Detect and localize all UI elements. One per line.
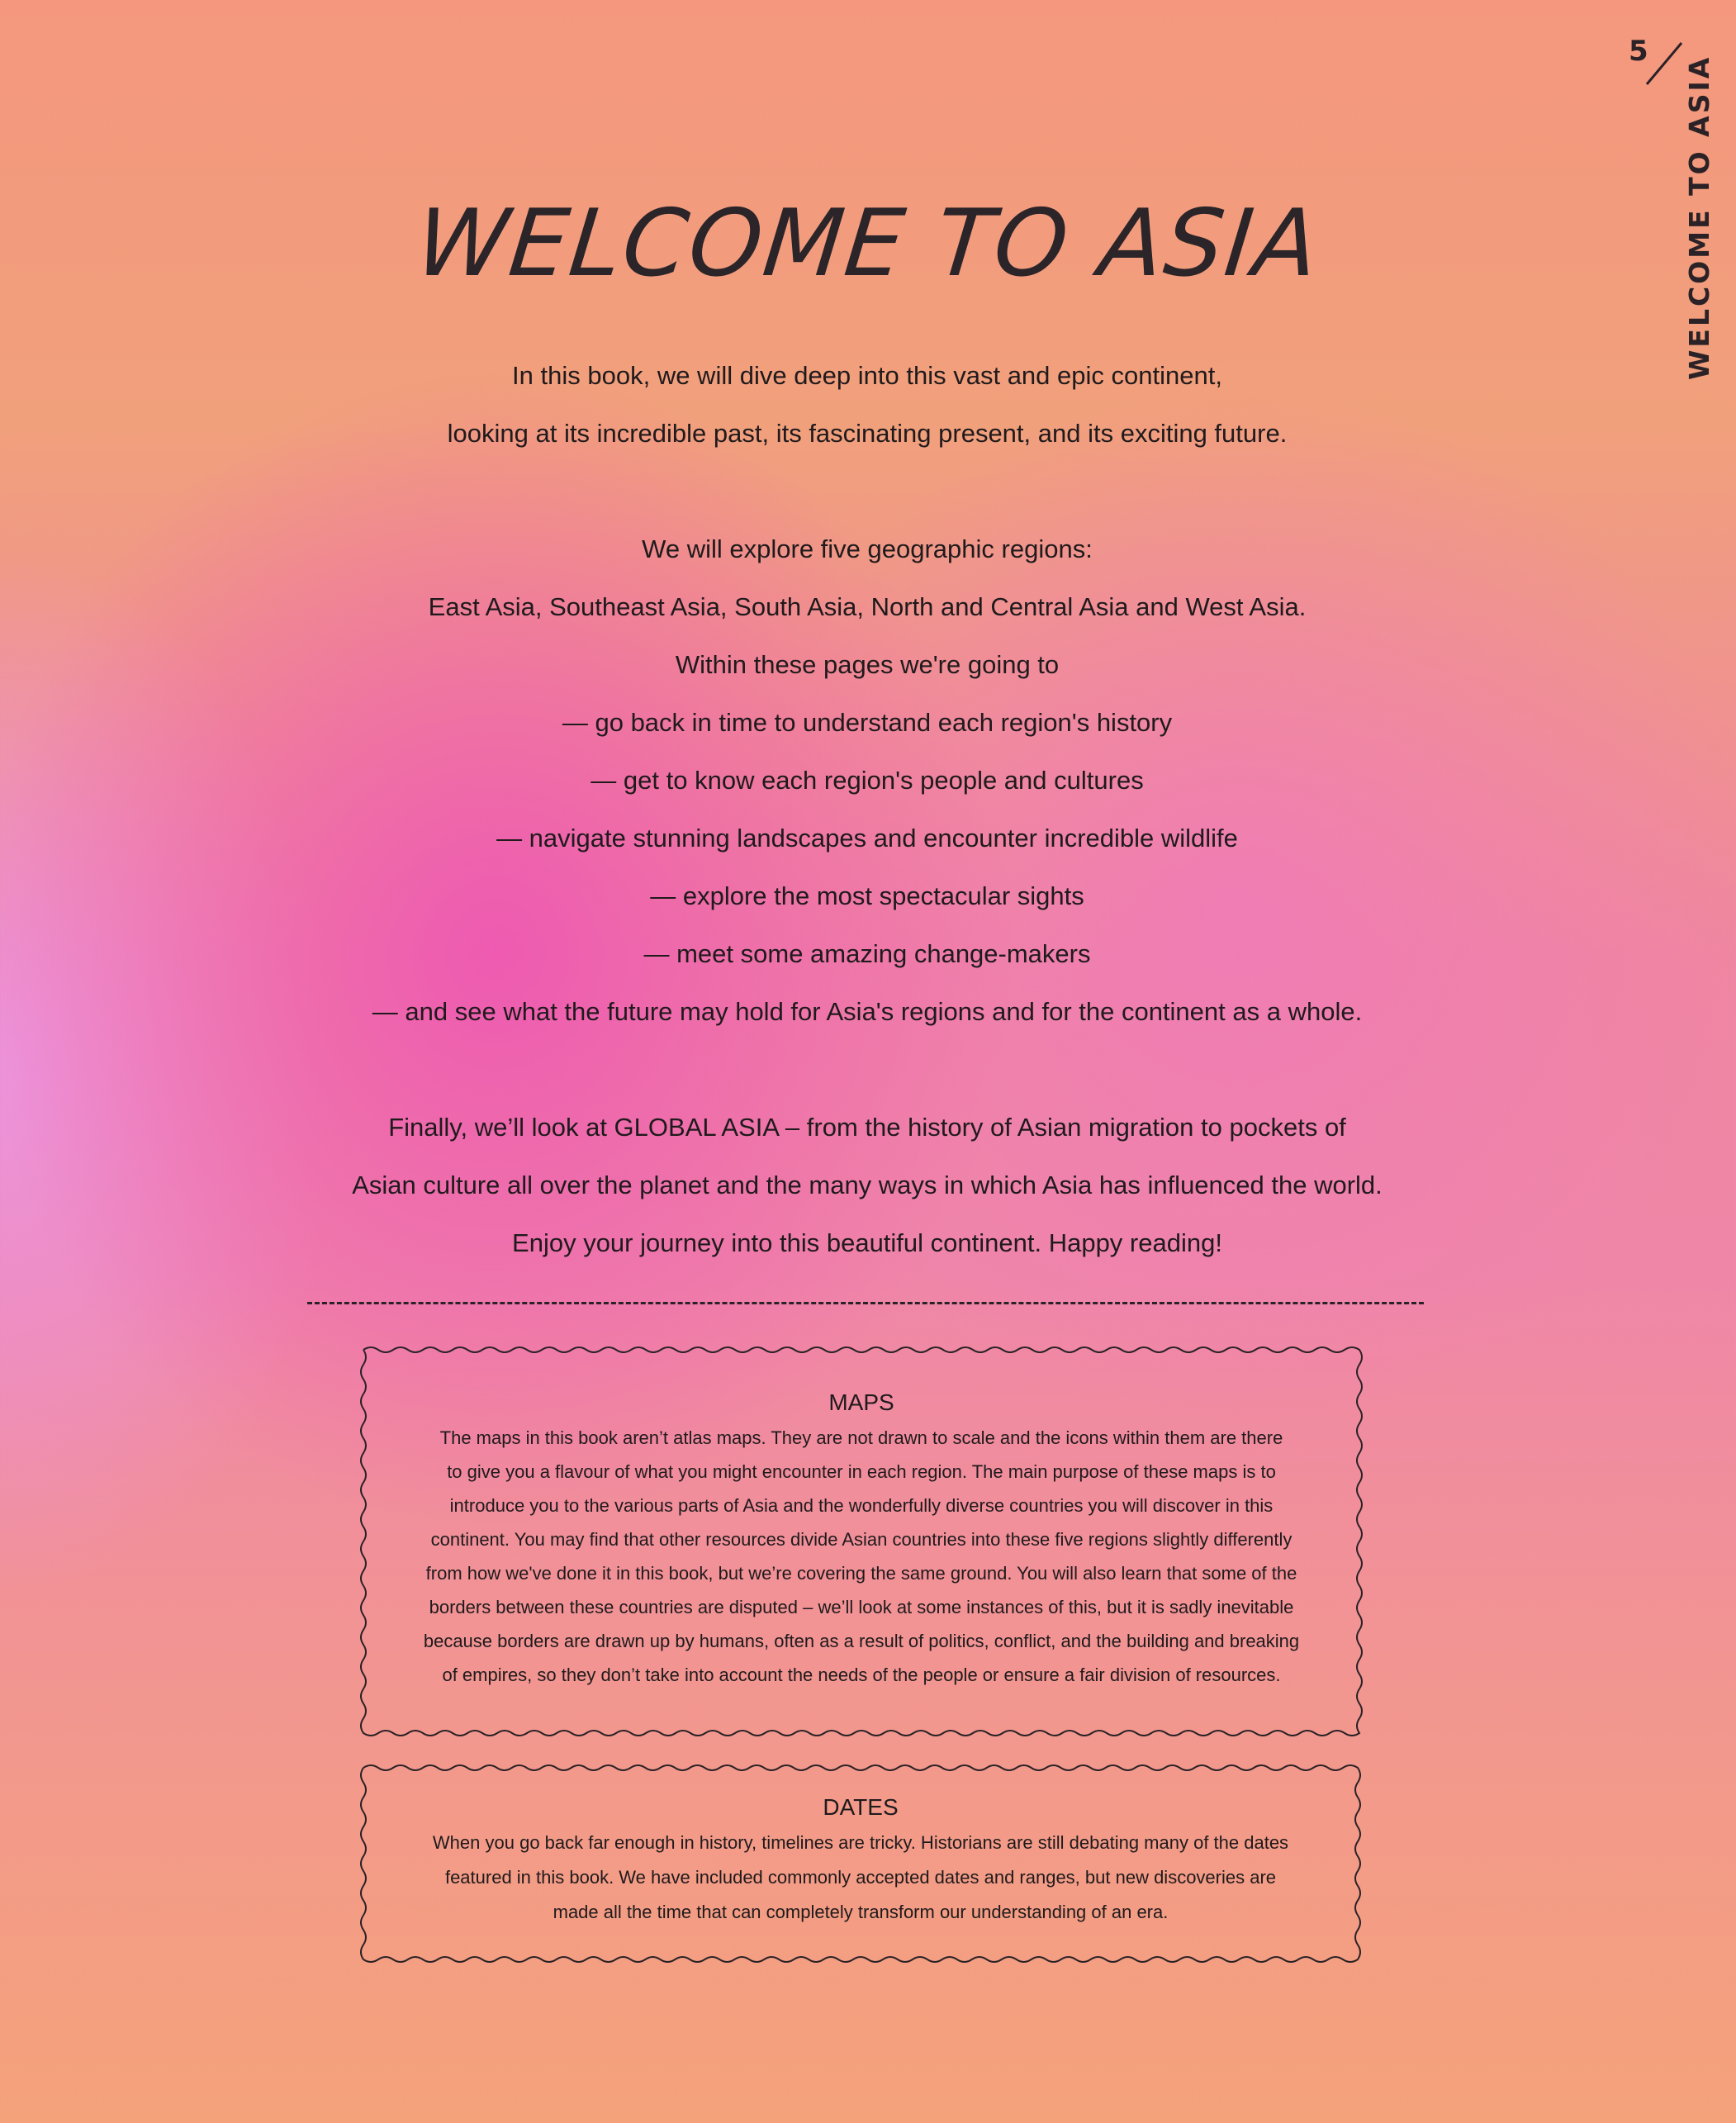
page-number: 5: [1629, 35, 1648, 68]
maps-line: to give you a flavour of what you might encounter in each region. The main purpose of these maps is to: [447, 1461, 1276, 1482]
intro-line: — and see what the future may hold for Asia's regions and for the continent as a whole.: [372, 997, 1363, 1026]
maps-line: from how we've done it in this book, but we’re covering the same ground. You will also learn that some of the: [425, 1563, 1297, 1584]
intro-paragraph-1: [248, 347, 1487, 463]
intro-line: East Asia, Southeast Asia, South Asia, North and Central Asia and West Asia.: [428, 592, 1307, 621]
dates-line: When you go back far enough in history, timelines are tricky. Historians are still debating many of the dates: [432, 1832, 1289, 1853]
intro-line: Within these pages we're going to: [675, 650, 1060, 679]
intro-line: We will explore five geographic regions:: [642, 534, 1093, 563]
intro-text: [248, 347, 1487, 1272]
intro-line: — explore the most spectacular sights: [650, 881, 1084, 910]
maps-line: The maps in this book aren’t atlas maps. They are not drawn to scale and the icons within them are there: [439, 1427, 1283, 1448]
dashed-divider: [307, 1302, 1424, 1304]
dates-title: DATES: [823, 1794, 899, 1820]
intro-line: — navigate stunning landscapes and encounter incredible wildlife: [496, 824, 1238, 853]
slash-icon: [1644, 40, 1685, 88]
intro-line: — get to know each region's people and cultures: [591, 766, 1144, 795]
intro-line: In this book, we will dive deep into this vast and epic continent,: [512, 361, 1222, 390]
dates-line: made all the time that can completely transform our understanding of an era.: [553, 1902, 1169, 1922]
intro-line: — go back in time to understand each region's history: [562, 708, 1173, 737]
maps-line: because borders are drawn up by humans, often as a result of politics, conflict, and the building and breaking: [423, 1631, 1300, 1651]
side-section-title: WELCOME TO ASIA: [1683, 55, 1715, 380]
intro-line: Finally, we’ll look at GLOBAL ASIA – from the history of Asian migration to pockets of: [388, 1113, 1346, 1142]
intro-paragraph-3: [248, 1099, 1487, 1272]
maps-line: borders between these countries are disputed – we’ll look at some instances of this, but it is sadly inevitable: [429, 1597, 1294, 1617]
intro-line: — meet some amazing change-makers: [643, 939, 1091, 968]
maps-title: MAPS: [828, 1389, 894, 1415]
intro-paragraph-2: [248, 520, 1487, 1041]
dates-line: featured in this book. We have included commonly accepted dates and ranges, but new discoveries are: [444, 1867, 1277, 1888]
maps-info-box: [357, 1343, 1366, 1740]
maps-line: of empires, so they don’t take into account the needs of the people or ensure a fair division of resources.: [442, 1665, 1281, 1685]
intro-line: looking at its incredible past, its fascinating present, and its exciting future.: [447, 419, 1288, 448]
page-title: WELCOME TO ASIA: [410, 190, 1326, 297]
maps-line: continent. You may find that other resources divide Asian countries into these five regions slightly differently: [430, 1529, 1293, 1550]
intro-line: Asian culture all over the planet and the many ways in which Asia has influenced the world.: [352, 1171, 1383, 1199]
maps-body: [357, 1421, 1366, 1692]
dates-body: [357, 1826, 1364, 1930]
maps-line: introduce you to the various parts of Asia and the wonderfully diverse countries you will discover in this: [449, 1495, 1274, 1516]
intro-line: Enjoy your journey into this beautiful continent. Happy reading!: [512, 1228, 1222, 1257]
dates-info-box: [357, 1761, 1364, 1966]
